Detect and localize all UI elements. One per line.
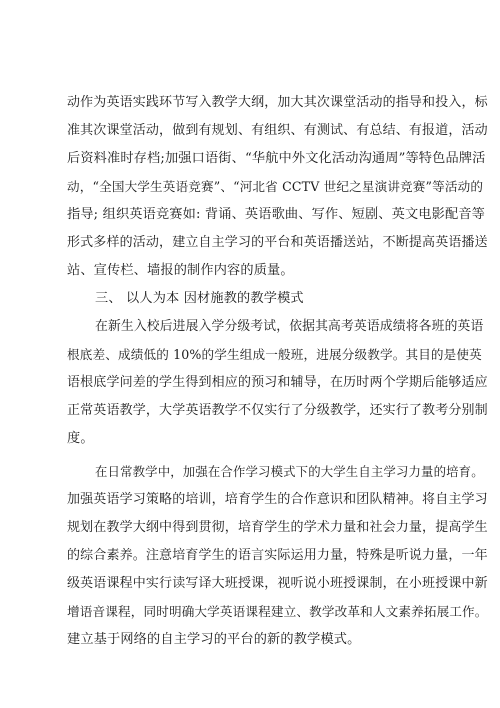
paragraph-line: 加强英语学习策略的培训，培育学生的合作意识和团队精神。将自主学习	[67, 492, 488, 507]
paragraph-line: 在新生入校后进展入学分级考试，依据其高考英语成绩将各班的英语	[95, 319, 484, 334]
section-heading: 三、 以人为本 因材施教的教学模式	[95, 291, 304, 306]
paragraph-line: 增语音课程，同时明确大学英语课程建立、教学改革和人文素养拓展工作。	[67, 604, 488, 619]
paragraph-line: 形式多样的活动，建立自主学习的平台和英语播送站，不断提高英语播送	[67, 235, 488, 250]
paragraph-line: 指导; 组织英语竞赛如: 背诵、英语歌曲、写作、短剧、英文电影配音等	[67, 207, 485, 222]
paragraph-line: 度。	[67, 431, 94, 446]
paragraph-line: 在日常教学中，加强在合作学习模式下的大学生自主学习力量的培育。	[95, 464, 484, 479]
paragraph-line: 正常英语教学，大学英语教学不仅实行了分级教学，还实行了教考分别制	[67, 403, 488, 418]
paragraph-line: 根底差、成绩低的 10%的学生组成一般班，进展分级教学。其目的是使英	[67, 347, 482, 362]
paragraph-line: 语根底学问差的学生得到相应的预习和辅导，在历时两个学期后能够适应	[67, 375, 488, 390]
paragraph-line: 的综合素养。注意培育学生的语言实际运用力量，特殊是听说力量，一年	[67, 548, 488, 563]
paragraph-line: 建立基于网络的自主学习的平台的新的教学模式。	[67, 632, 361, 647]
paragraph-line: 动，“全国大学生英语竞赛”、“河北省 CCTV 世纪之星演讲竞赛”等活动的	[67, 179, 484, 194]
paragraph-line: 规划在教学大纲中得到贯彻，培育学生的学术力量和社会力量，提高学生	[67, 520, 488, 535]
paragraph-line: 动作为英语实践环节写入教学大纲，加大其次课堂活动的指导和投入，标	[67, 95, 488, 110]
paragraph-line: 级英语课程中实行读写译大班授课，视听说小班授课制，在小班授课中新	[67, 576, 488, 591]
paragraph-line: 站、宣传栏、墙报的制作内容的质量。	[67, 263, 294, 278]
paragraph-line: 后资料准时存档;加强口语街、“华航中外文化活动沟通周”等特色品牌活	[67, 151, 486, 166]
paragraph-line: 准其次课堂活动，做到有规划、有组织、有测试、有总结、有报道，活动	[67, 123, 488, 138]
